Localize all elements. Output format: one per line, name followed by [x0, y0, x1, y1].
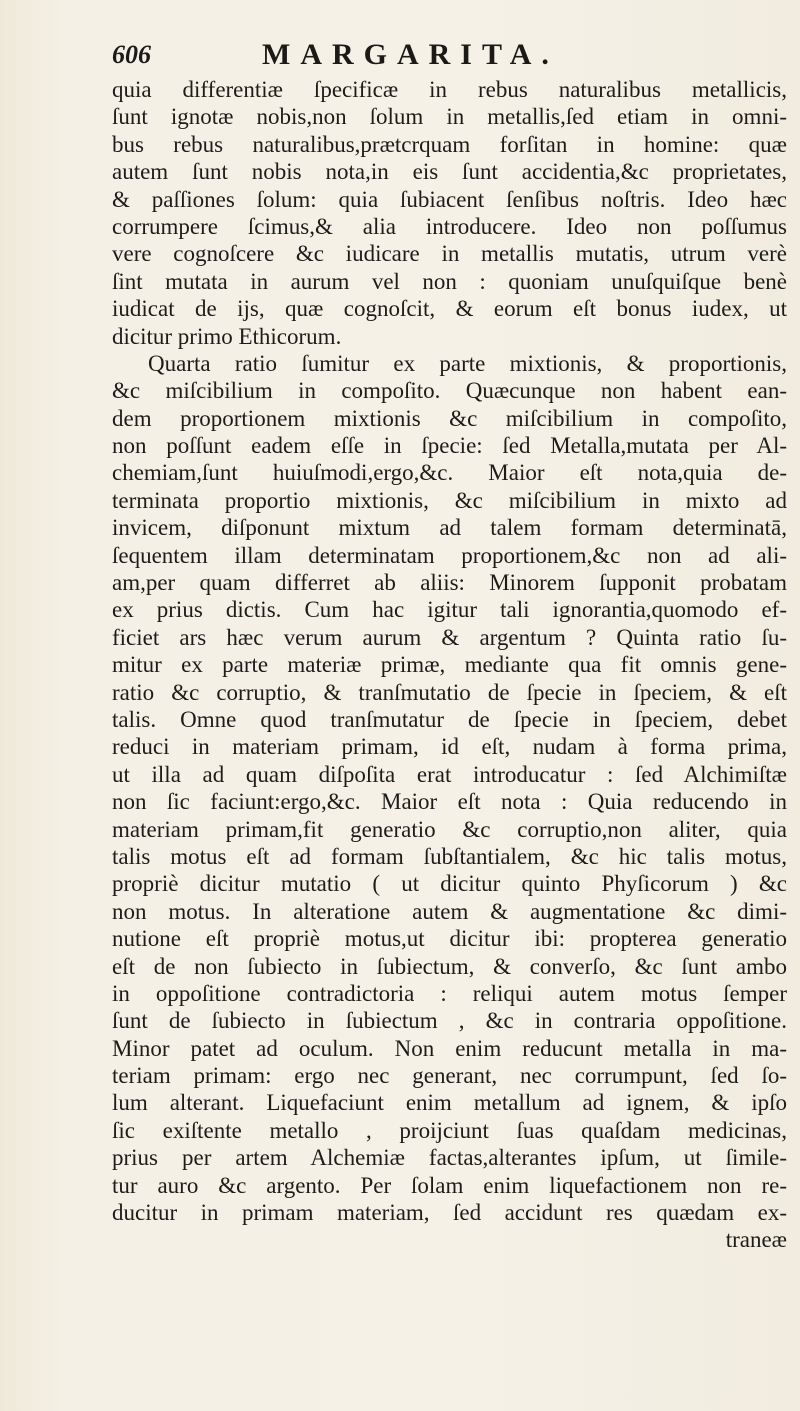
- text-line: nutione eſt propriè motus,ut dicitur ibi: propterea generatio: [112, 926, 787, 952]
- text-line: iudicat de ijs, quæ cognoſcit, & eorum eſt bonus iudex, ut: [112, 296, 787, 322]
- text-line: ſint mutata in aurum vel non : quoniam unuſquiſque benè: [112, 268, 787, 294]
- text-line: corrumpere ſcimus,& alia introducere. Ideo non poſſumus: [112, 213, 787, 239]
- text-line: Quarta ratio ſumitur ex parte mixtionis, & proportionis,: [148, 350, 787, 376]
- text-line: am,per quam differret ab aliis: Minorem ſupponit probatam: [112, 570, 787, 596]
- text-line: ſunt ignotæ nobis,non ſolum in metallis,ſed etiam in omni-: [112, 104, 787, 130]
- text-line: terminata proportio mixtionis, &c miſcibilium in mixto ad: [112, 487, 787, 513]
- text-line: ſequentem illam determinatam proportionem,&c non ad ali-: [112, 542, 787, 568]
- text-line: vere cognoſcere &c iudicare in metallis mutatis, utrum verè: [112, 241, 787, 267]
- text-line: ducitur in primam materiam, ſed accidunt res quædam ex-: [112, 1200, 787, 1226]
- text-line: in oppoſitione contradictoria : reliqui autem motus ſemper: [112, 980, 787, 1006]
- text-line: non motus. In alteratione autem & augmentatione &c dimi-: [112, 898, 787, 924]
- text-line: chemiam,ſunt huiuſmodi,ergo,&c. Maior eſt nota,quia de-: [112, 460, 787, 486]
- body-text: [112, 76, 787, 1254]
- text-line: teriam primam: ergo nec generant, nec corrumpunt, ſed ſo-: [112, 1063, 787, 1089]
- text-line: non poſſunt eadem eſſe in ſpecie: ſed Metalla,mutata per Al-: [112, 433, 787, 459]
- text-line: dem proportionem mixtionis &c miſcibilium in compoſito,: [112, 405, 787, 431]
- catchword: traneæ: [725, 1227, 787, 1253]
- page-header: [112, 38, 772, 78]
- text-line: reduci in materiam primam, id eſt, nudam à forma prima,: [112, 734, 787, 760]
- text-line: & paſſiones ſolum: quia ſubiacent ſenſibus noſtris. Ideo hæc: [112, 186, 787, 212]
- text-line: ſic exiſtente metallo , proijciunt ſuas quaſdam medicinas,: [112, 1117, 787, 1143]
- text-line: ficiet ars hæc verum aurum & argentum ? Quinta ratio ſu-: [112, 624, 787, 650]
- text-line: dicitur primo Ethicorum.: [112, 323, 342, 349]
- text-line: propriè dicitur mutatio ( ut dicitur quinto Phyſicorum ) &c: [112, 871, 787, 897]
- text-line: non ſic faciunt:ergo,&c. Maior eſt nota : Quia reducendo in: [112, 789, 787, 815]
- text-line: materiam primam,fit generatio &c corruptio,non aliter, quia: [112, 816, 787, 842]
- text-line: quia differentiæ ſpecificæ in rebus naturalibus metallicis,: [112, 77, 787, 102]
- text-line: talis motus eſt ad formam ſubſtantialem, &c hic talis motus,: [112, 843, 787, 869]
- text-line: prius per artem Alchemiæ factas,alterantes ipſum, ut ſimile-: [112, 1145, 787, 1171]
- text-line: Minor patet ad oculum. Non enim reducunt metalla in ma-: [112, 1035, 787, 1061]
- text-line: autem ſunt nobis nota,in eis ſunt accidentia,&c proprietates,: [112, 159, 787, 185]
- page-number: 606: [112, 40, 151, 69]
- text-line: ratio &c corruptio, & tranſmutatio de ſpecie in ſpeciem, & eſt: [112, 679, 787, 705]
- running-head: MARGARITA.: [262, 38, 559, 71]
- text-line: &c miſcibilium in compoſito. Quæcunque non habent ean-: [112, 378, 787, 404]
- text-line: ſunt de ſubiecto in ſubiectum , &c in contraria oppoſitione.: [112, 1008, 787, 1034]
- text-line: mitur ex parte materiæ primæ, mediante qua fit omnis gene-: [112, 652, 787, 678]
- text-line: talis. Omne quod tranſmutatur de ſpecie in ſpeciem, debet: [112, 706, 787, 732]
- text-line: eſt de non ſubiecto in ſubiectum, & converſo, &c ſunt ambo: [112, 953, 787, 979]
- text-line: lum alterant. Liquefaciunt enim metallum ad ignem, & ipſo: [112, 1090, 787, 1116]
- text-line: ex prius dictis. Cum hac igitur tali ignorantia,quomodo ef-: [112, 597, 787, 623]
- text-line: ut illa ad quam diſpoſita erat introducatur : ſed Alchimiſtæ: [112, 761, 787, 787]
- text-line: bus rebus naturalibus,prætcrquam forſitan in homine: quæ: [112, 131, 787, 157]
- text-line: tur auro &c argento. Per ſolam enim liquefactionem non re-: [112, 1172, 787, 1198]
- text-line: invicem, diſponunt mixtum ad talem formam determinatā,: [112, 515, 787, 541]
